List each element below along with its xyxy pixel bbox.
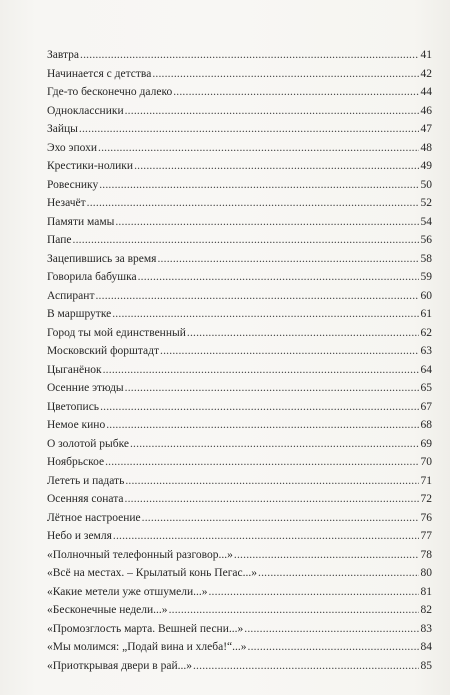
toc-entry: [47, 620, 432, 639]
toc-entry-title: Ровеснику: [47, 178, 99, 191]
toc-entry: [47, 268, 432, 287]
toc-entry-title: О золотой рыбке: [47, 437, 129, 450]
dot-leader: [125, 490, 419, 509]
toc-entry-page-number: 70: [420, 456, 432, 468]
dot-leader: [187, 324, 419, 343]
toc-entry: [47, 213, 432, 232]
toc-entry-page-number: 54: [420, 215, 432, 228]
dot-leader: [80, 46, 419, 65]
toc-entry-page-number: 68: [420, 419, 432, 431]
toc-entry: [47, 490, 432, 509]
toc-entry: [47, 361, 432, 380]
toc-entry-page-number: 81: [420, 585, 432, 598]
toc-entry-page-number: 63: [420, 345, 432, 357]
dot-leader: [95, 287, 419, 306]
dot-leader: [208, 583, 419, 602]
dot-leader: [160, 342, 419, 361]
toc-entry-page-number: 64: [420, 363, 432, 376]
toc-entry-page-number: 44: [420, 86, 432, 98]
toc-entry-title: Незачёт: [47, 197, 86, 209]
toc-entry-page-number: 67: [420, 400, 432, 413]
toc-entry-title: «Приоткрывая двери в рай...»: [47, 659, 192, 672]
dot-leader: [106, 416, 419, 435]
toc-entry: [47, 638, 432, 657]
toc-entry-page-number: 77: [420, 530, 432, 542]
toc-entry-title: Осенние этюды: [47, 382, 124, 394]
toc-entry-page-number: 58: [420, 252, 432, 265]
dot-leader: [103, 361, 419, 380]
toc-entry-title: Папе: [47, 234, 72, 246]
toc-entry: [47, 46, 432, 65]
toc-entry: [47, 601, 432, 620]
toc-entry-title: Крестики-нолики: [47, 160, 134, 172]
dot-leader: [258, 564, 419, 583]
dot-leader: [193, 657, 419, 676]
toc-entry-page-number: 47: [420, 123, 432, 135]
dot-leader: [157, 250, 419, 269]
toc-entry-title: Небо и земля: [47, 530, 112, 542]
toc-entry-page-number: 50: [420, 178, 432, 191]
dot-leader: [248, 638, 419, 657]
toc-entry-title: Зайцы: [47, 123, 78, 135]
dot-leader: [142, 509, 419, 528]
toc-entry-page-number: 52: [420, 197, 432, 209]
dot-leader: [99, 176, 419, 195]
dot-leader: [125, 379, 419, 398]
toc-entry-page-number: 69: [420, 437, 432, 450]
toc-entry: [47, 120, 432, 139]
toc-entry: [47, 657, 432, 676]
toc-entry-title: Говорила бабушка: [47, 271, 137, 283]
toc-entry-title: Ноябрьское: [47, 456, 105, 468]
toc-entry: [47, 546, 432, 565]
toc-entry-page-number: 80: [420, 567, 432, 579]
dot-leader: [112, 305, 419, 324]
toc-entry: [47, 342, 432, 361]
toc-entry-page-number: 83: [420, 622, 432, 635]
dot-leader: [134, 157, 419, 176]
toc-entry-page-number: 60: [420, 289, 432, 302]
dot-leader: [234, 546, 419, 565]
toc-entry-title: Одноклассники: [47, 104, 124, 117]
toc-entry-title: Начинается с детства: [47, 67, 152, 80]
toc-entry-title: «Всё на местах. – Крылатый конь Пегас...»: [47, 567, 258, 579]
toc-entry-title: Эхо эпохи: [47, 141, 97, 154]
toc-entry-title: Цыганёнок: [47, 363, 102, 376]
toc-entry-title: Завтра: [47, 49, 80, 61]
toc-entry-page-number: 72: [420, 493, 432, 505]
toc-entry: [47, 157, 432, 176]
toc-entry-title: Зацепившись за время: [47, 252, 157, 265]
toc-entry-page-number: 78: [420, 548, 432, 561]
toc-entry: [47, 194, 432, 213]
toc-entry-page-number: 65: [420, 382, 432, 394]
dot-leader: [244, 620, 419, 639]
toc-entry-title: «Какие метели уже отшумели...»: [47, 585, 208, 598]
table-of-contents: [47, 46, 432, 675]
toc-entry-title: Где-то бесконечно далеко: [47, 86, 173, 98]
dot-leader: [169, 601, 419, 620]
dot-leader: [100, 398, 419, 417]
toc-entry-page-number: 84: [420, 641, 432, 653]
dot-leader: [98, 139, 419, 158]
toc-entry: [47, 176, 432, 195]
toc-entry: [47, 509, 432, 528]
toc-entry-page-number: 49: [420, 160, 432, 172]
toc-entry: [47, 416, 432, 435]
dot-leader: [87, 194, 419, 213]
dot-leader: [73, 231, 419, 250]
toc-entry-title: Осенняя соната: [47, 493, 124, 505]
toc-entry-page-number: 56: [420, 234, 432, 246]
toc-entry-title: Лётное настроение: [47, 511, 141, 524]
dot-leader: [173, 83, 419, 102]
dot-leader: [138, 268, 419, 287]
toc-entry-title: Город ты мой единственный: [47, 326, 186, 339]
toc-entry-title: «Полночный телефонный разговор...»: [47, 548, 233, 561]
toc-entry: [47, 250, 432, 269]
dot-leader: [79, 120, 419, 139]
toc-entry: [47, 305, 432, 324]
dot-leader: [113, 527, 419, 546]
toc-entry-title: «Промозглость марта. Вешней песни...»: [47, 622, 244, 635]
toc-entry-title: В маршрутке: [47, 308, 112, 320]
toc-entry-title: Аспирант: [47, 289, 95, 302]
toc-entry-title: Памяти мамы: [47, 215, 115, 228]
toc-entry-page-number: 85: [420, 659, 432, 672]
toc-entry-title: «Мы молимся: „Подай вина и хлеба!“...»: [47, 641, 247, 653]
toc-entry: [47, 231, 432, 250]
toc-entry-page-number: 41: [420, 49, 432, 61]
toc-entry: [47, 527, 432, 546]
toc-entry: [47, 564, 432, 583]
toc-entry: [47, 139, 432, 158]
dot-leader: [105, 453, 419, 472]
toc-entry: [47, 398, 432, 417]
toc-entry-page-number: 62: [420, 326, 432, 339]
toc-entry-title: Лететь и падать: [47, 474, 125, 487]
toc-entry: [47, 435, 432, 454]
toc-entry-page-number: 59: [420, 271, 432, 283]
toc-entry-page-number: 76: [420, 511, 432, 524]
toc-entry: [47, 324, 432, 343]
dot-leader: [115, 213, 419, 232]
toc-entry-title: Немое кино: [47, 419, 106, 431]
toc-entry: [47, 65, 432, 84]
dot-leader: [125, 472, 419, 491]
toc-entry-title: «Бесконечные недели...»: [47, 604, 168, 616]
toc-entry: [47, 102, 432, 121]
toc-entry-title: Цветопись: [47, 400, 100, 413]
toc-entry-page-number: 46: [420, 104, 432, 117]
dot-leader: [152, 65, 419, 84]
toc-entry-page-number: 61: [420, 308, 432, 320]
toc-entry-page-number: 42: [420, 67, 432, 80]
toc-entry-page-number: 71: [420, 474, 432, 487]
toc-entry-page-number: 48: [420, 141, 432, 154]
toc-entry-title: Московский форштадт: [47, 345, 160, 357]
dot-leader: [125, 102, 419, 121]
toc-entry: [47, 453, 432, 472]
dot-leader: [130, 435, 419, 454]
toc-entry-page-number: 82: [420, 604, 432, 616]
toc-entry: [47, 472, 432, 491]
toc-entry: [47, 287, 432, 306]
toc-entry: [47, 583, 432, 602]
toc-entry: [47, 379, 432, 398]
toc-entry: [47, 83, 432, 102]
